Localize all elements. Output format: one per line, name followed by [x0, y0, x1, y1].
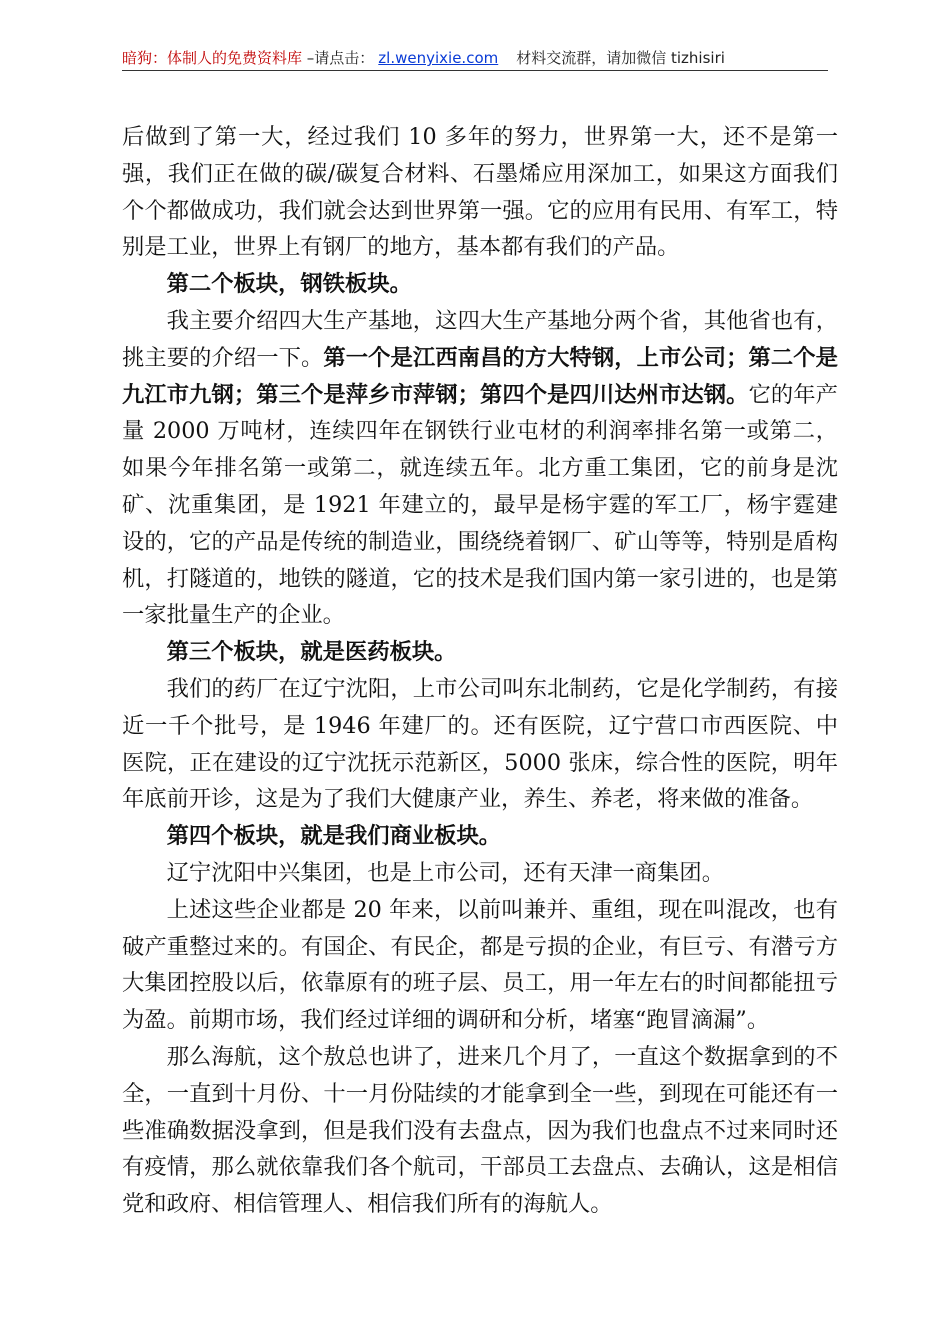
- header-separator: –请点击：: [302, 49, 375, 67]
- page-header: [122, 46, 828, 70]
- paragraph-steel-bases: [122, 303, 838, 634]
- header-brand: 暗狗：体制人的免费资料库: [122, 49, 303, 67]
- paragraph-restructuring: 上述这些企业都是 20 年来，以前叫兼并、重组，现在叫混改，也有破产重整过来的。有国企、有民企，都是亏损的企业，有巨亏、有潜亏方大集团控股以后，依靠原有的班子层、员工，用一年左右的时间都能扭亏为盈。前期市场，我们经过详细的调研和分析，堵塞“跑冒滴漏”。: [122, 896, 838, 1034]
- paragraph-pharma: 我们的药厂在辽宁沈阳，上市公司叫东北制药，它是化学制药，有接近一千个批号，是 1946 年建厂的。还有医院，辽宁营口市西医院、中医院，正在建设的辽宁沈抚示范新区，5000 张床，综合性的医院，明年年底前开诊，这是为了我们大健康产业，养生、养老，将来做的准备。: [122, 675, 838, 813]
- document-body: [122, 119, 838, 1223]
- section-heading-commerce: 第四个板块，就是我们商业板块。: [166, 823, 502, 850]
- header-link[interactable]: zl.wenyixie.com: [378, 49, 499, 67]
- paragraph-steel-intro: 我主要介绍四大生产基地，这四大生产基地分两个省，其他省也有，挑主要的介绍一下。: [122, 307, 838, 371]
- paragraph-steel-details: 它的年产量 2000 万吨材，连续四年在钢铁行业屯材的利润率排名第一或第二，如果今年排名第一或第二，就连续五年。北方重工集团，它的前身是沈矿、沈重集团，是 1921 年建立的，最早是杨宇霆的军工厂，杨宇霆建设的，它的产品是传统的制造业，围绕绕着钢厂、矿山等等，特别是盾构机，打隧道的，地铁的隧道，它的技术是我们国内第一家引进的，也是第一家批量生产的企业。: [122, 381, 838, 629]
- header-group-info: 材料交流群，请加微信 tizhisiri: [516, 49, 725, 67]
- paragraph-continued: 后做到了第一大，经过我们 10 多年的努力，世界第一大，还不是第一强，我们正在做的碳/碳复合材料、石墨烯应用深加工，如果这方面我们个个都做成功，我们就会达到世界第一强。它的应用有民用、有军工，特别是工业，世界上有钢厂的地方，基本都有我们的产品。: [122, 124, 838, 261]
- section-heading-steel: 第二个板块，钢铁板块。: [166, 271, 412, 298]
- paragraph-commerce: 辽宁沈阳中兴集团，也是上市公司，还有天津一商集团。: [166, 859, 725, 886]
- header-divider: [122, 70, 828, 71]
- paragraph-hna: 那么海航，这个敖总也讲了，进来几个月了，一直这个数据拿到的不全，一直到十月份、十一月份陆续的才能拿到全一些，到现在可能还有一些准确数据没拿到，但是我们没有去盘点，因为我们也盘点不过来同时还有疫情，那么就依靠我们各个航司，干部员工去盘点、去确认，这是相信党和政府、相信管理人、相信我们所有的海航人。: [122, 1043, 838, 1218]
- paragraph-steel-bases-bold: 第一个是江西南昌的方大特钢，上市公司；第二个是九江市九钢；第三个是萍乡市萍钢；第四个是四川达州市达钢。: [122, 344, 838, 408]
- section-heading-pharma: 第三个板块，就是医药板块。: [166, 639, 457, 666]
